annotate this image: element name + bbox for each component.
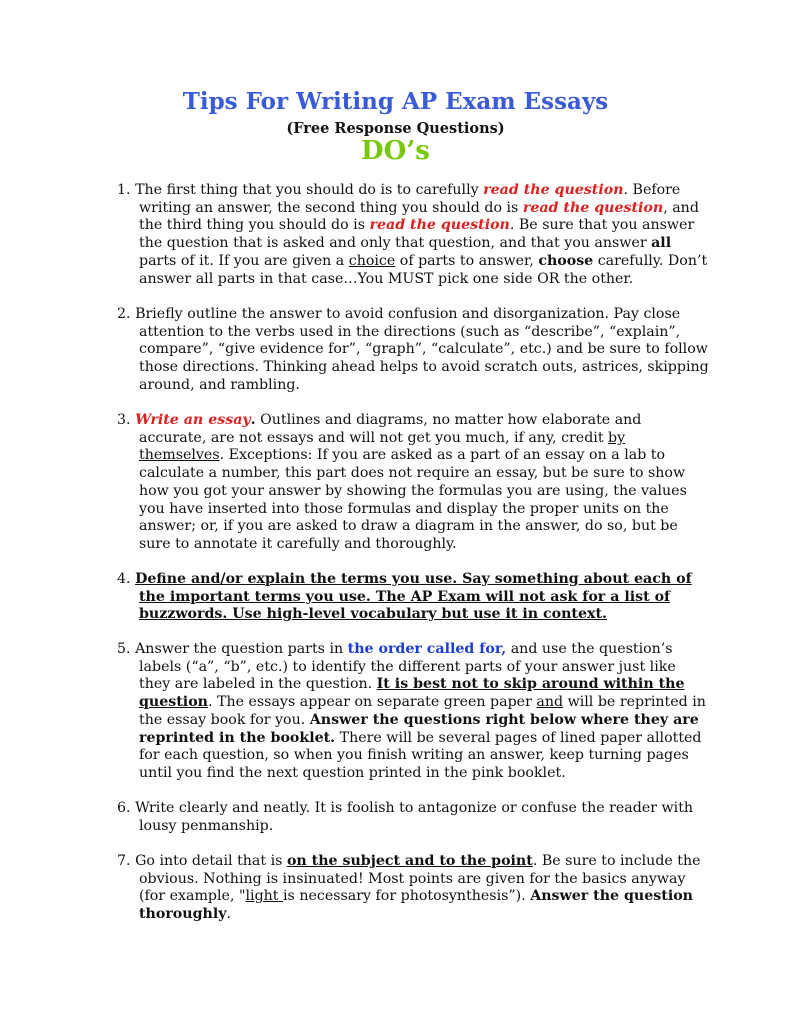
emphasis-skip-around: It is best not to skip around within the question: [139, 676, 685, 711]
emphasis-answer-thoroughly: Answer the question thoroughly: [139, 888, 693, 923]
item-text: , and the third thing you should do is: [139, 199, 699, 234]
item-text: Briefly outline the answer to avoid confusion and disorganization. Pay close attention to the verbs used in the directions (such as “describe”, “explain”, compare”, “give evidence for”, “graph”, “calculate”, etc.) and be sure to follow those directions. Thinking ahead helps to avoid scratch outs, astrices, skipping around, and rambling.: [135, 306, 709, 393]
emphasis-read-question: read the question: [483, 182, 624, 198]
item-text: . Before writing an answer, the second thing you should do is: [139, 182, 681, 216]
item-number: 3.: [117, 412, 131, 428]
item-text: Write clearly and neatly. It is foolish to antagonize or confuse the reader with lousy penmanship.: [135, 800, 694, 834]
item-text: There will be several pages of lined paper allotted for each question, so when you finish writing an answer, keep turning pages until you find the next question printed in the pink booklet.: [139, 729, 702, 781]
emphasis-by-themselves: by themselves: [139, 429, 626, 464]
list-item-4: [117, 571, 709, 624]
item-text: and use the question’s labels (“a”, “b”, etc.) to identify the different parts of your answer just like they are labeled in the question.: [139, 641, 676, 693]
item-number: 1.: [117, 182, 131, 198]
emphasis-light: light: [245, 888, 284, 905]
emphasis-all: all: [651, 235, 672, 252]
item-text: parts of it. If you are given a: [139, 252, 349, 269]
list-item-3: [117, 412, 709, 554]
item-text: The first thing that you should do is to carefully: [135, 182, 484, 198]
item-text: will be reprinted in the essay book for you.: [139, 694, 706, 728]
emphasis-read-question: read the question: [369, 217, 510, 234]
item-text: . Be sure to include the obvious. Nothing is insinuated! Most points are given for the basics anyway (for example, ": [139, 853, 701, 905]
emphasis-answer-below: Answer the questions right below where they are reprinted in the booklet.: [139, 711, 699, 746]
item-text: is necessary for photosynthesis”).: [283, 888, 531, 905]
emphasis-choose: choose: [538, 252, 594, 269]
emphasis-and: and: [536, 694, 564, 711]
item-number: 6.: [117, 800, 131, 816]
item-text: .: [250, 412, 256, 428]
item-text: Outlines and diagrams, no matter how elaborate and accurate, are not essays and will not get you much, if any, credit: [139, 412, 642, 446]
list-item-7: [117, 853, 709, 924]
item-number: 7.: [117, 853, 131, 869]
item-number: 2.: [117, 306, 131, 322]
list-item-5: [117, 641, 709, 783]
page-title: Tips For Writing AP Exam Essays: [182, 88, 609, 115]
emphasis-on-subject: on the subject and to the point: [286, 853, 533, 869]
emphasis-define-terms: Define and/or explain the terms you use. Say something about each of the important terms you use. The AP Exam will not ask for a list of buzzwords. Use high-level vocabulary but use it in context.: [135, 571, 692, 623]
emphasis-choice: choice: [348, 252, 396, 269]
item-text: .: [226, 906, 231, 923]
emphasis-order-called-for: the order called for,: [347, 641, 507, 657]
item-text: of parts to answer,: [395, 252, 539, 269]
item-text: . Be sure that you answer the question that is asked and only that question, and that you answer: [139, 217, 695, 252]
page-subtitle: (Free Response Questions): [286, 120, 505, 137]
section-heading: DO’s: [361, 136, 430, 166]
item-text: . The essays appear on separate green paper: [207, 694, 537, 711]
item-text: carefully. Don’t answer all parts in that case…You MUST pick one side OR the other.: [139, 252, 708, 287]
item-text: . Exceptions: If you are asked as a part of an essay on a lab to calculate a number, this part does not require an essay, but be sure to show how you got your answer by showing the formulas you are using, the values you have inserted into those formulas and display the proper units on the answer; or, if you are asked to draw a diagram in the answer, do so, but be sure to annotate it carefully and thoroughly.: [139, 447, 687, 552]
item-text: Answer the question parts in: [135, 641, 348, 657]
item-text: Go into detail that is: [135, 853, 287, 869]
list-item-6: [117, 800, 709, 835]
item-number: 4.: [117, 571, 131, 587]
item-number: 5.: [117, 641, 131, 657]
emphasis-read-question: read the question: [522, 199, 664, 216]
list-item-1: [117, 182, 709, 288]
list-item-2: [117, 306, 709, 395]
emphasis-write-essay: Write an essay: [135, 412, 251, 428]
